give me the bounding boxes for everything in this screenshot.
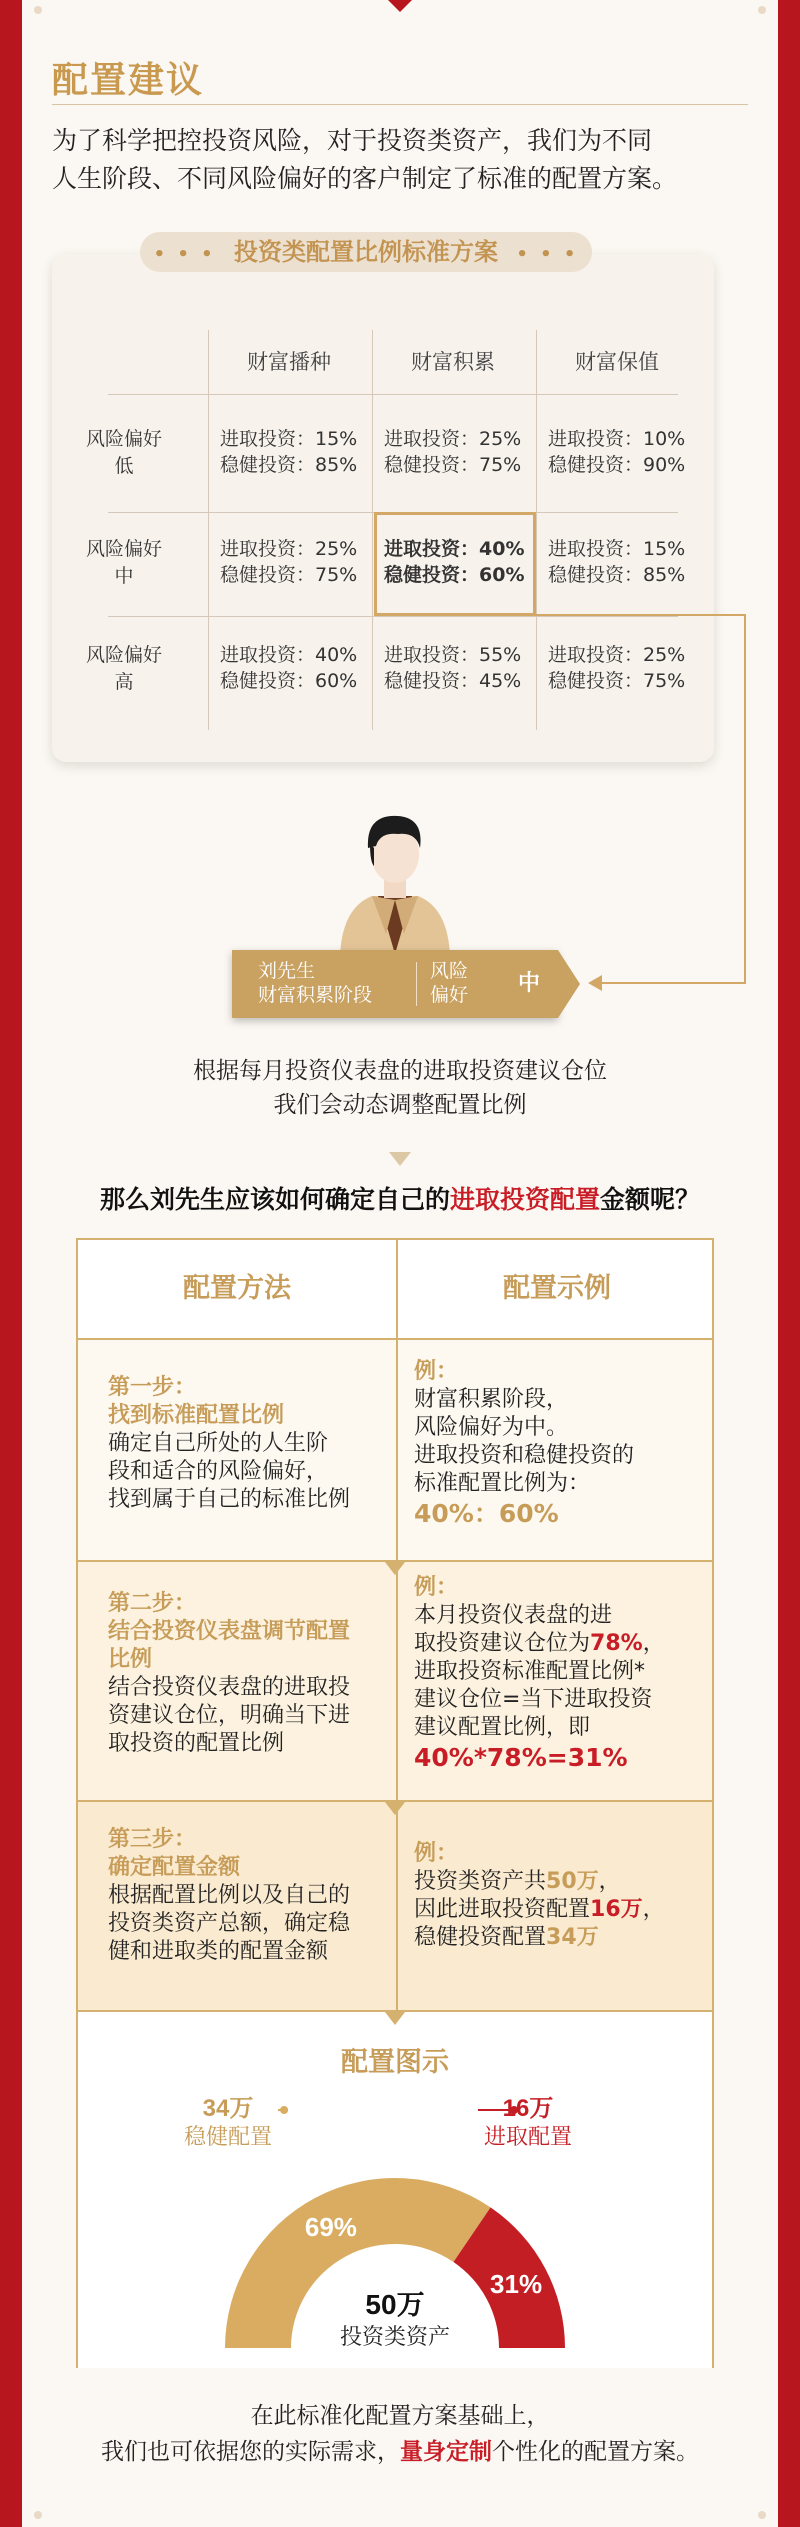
row-label	[74, 536, 174, 590]
cell-line: 进取投资：25%	[220, 538, 358, 560]
step-desc: 根据配置比例以及自己的	[108, 1883, 351, 1908]
example-text: ，	[642, 1631, 665, 1656]
step-arrow-icon	[385, 2012, 405, 2025]
column-header: 财富保值	[575, 350, 659, 374]
step-title: 第三步：	[108, 1827, 197, 1852]
row-label-line: 风险偏好	[85, 538, 162, 560]
example-formula: 40%*78%=31%	[414, 1743, 628, 1772]
slice-percent-label: 69%	[304, 2211, 357, 2242]
profile-risk	[430, 959, 468, 1007]
example-ratio: 40%：60%	[414, 1499, 559, 1528]
connector-line	[744, 614, 746, 984]
note-line: 我们会动态调整配置比例	[273, 1092, 527, 1118]
pin-dot	[34, 6, 42, 14]
example-line: 本月投资仪表盘的进	[414, 1603, 613, 1628]
example-value: 34万	[546, 1925, 599, 1950]
step3-example	[414, 1840, 704, 1952]
table-cell	[208, 642, 370, 694]
connector-line	[600, 982, 746, 984]
cell-line: 稳健投资：75%	[548, 670, 686, 692]
example-text: ，	[598, 1869, 621, 1894]
column-divider	[396, 1240, 398, 2010]
profile-stage: 财富积累阶段	[258, 984, 373, 1006]
cell-line: 进取投资：15%	[548, 538, 686, 560]
center-label: 投资类资产	[339, 2324, 451, 2349]
step-desc: 投资类资产总额，确定稳	[108, 1911, 351, 1936]
step2-example	[414, 1574, 704, 1774]
example-label: 例：	[414, 1575, 459, 1600]
step1-example	[414, 1358, 704, 1530]
note-line: 根据每月投资仪表盘的进取投资建议仓位	[193, 1058, 607, 1084]
step-arrow-icon	[385, 1562, 405, 1575]
decor-dots: • • •	[153, 244, 216, 265]
example-line: 财富积累阶段，	[414, 1387, 569, 1412]
step-desc: 找到属于自己的标准比例	[108, 1487, 351, 1512]
table-title-text: 投资类配置比例标准方案	[234, 238, 498, 266]
example-line: 风险偏好为中。	[414, 1415, 569, 1440]
row-label	[74, 426, 174, 480]
row-label-line: 低	[114, 455, 134, 477]
cell-line: 进取投资：10%	[548, 428, 686, 450]
cell-line: 稳健投资：90%	[548, 454, 686, 476]
column-header-example: 配置示例	[503, 1273, 611, 1304]
arrow-left-icon	[588, 975, 602, 991]
intro-text	[52, 122, 752, 198]
question-text: 那么刘先生应该如何确定自己的	[99, 1185, 450, 1214]
risk-level: 中	[517, 971, 540, 996]
example-line: 标准配置比例为：	[414, 1471, 591, 1496]
column-header: 财富积累	[411, 350, 495, 374]
intro-line: 为了科学把控投资风险，对于投资类资产，我们为不同	[52, 126, 653, 155]
table-cell	[372, 426, 534, 478]
connector-line	[530, 614, 744, 616]
example-line	[414, 1630, 704, 1658]
footer-text-part: 我们也可依据您的实际需求，	[101, 2439, 400, 2465]
step-arrow-icon	[385, 1802, 405, 1815]
allocation-chart	[78, 2066, 712, 2366]
example-label: 例：	[414, 1359, 459, 1384]
example-text: 投资类资产共	[414, 1869, 547, 1894]
slice-stable	[225, 2178, 491, 2348]
example-text: 因此进取投资配置	[414, 1897, 591, 1922]
highlight-box	[374, 512, 536, 616]
pin-dot	[758, 2511, 766, 2519]
step-desc: 段和适合的风险偏好，	[108, 1459, 329, 1484]
step-title: 比例	[108, 1647, 153, 1672]
table-divider	[108, 394, 678, 395]
example-value: 50万	[546, 1869, 599, 1894]
example-line	[414, 1924, 704, 1952]
table-cell	[208, 536, 370, 588]
cell-line: 进取投资：40%	[384, 538, 525, 560]
profile-identity	[258, 959, 372, 1007]
title-divider	[52, 104, 748, 105]
example-text: ，	[642, 1897, 665, 1922]
example-label: 例：	[414, 1841, 459, 1866]
intro-line: 人生阶段、不同风险偏好的客户制定了标准的配置方案。	[52, 164, 678, 193]
standard-table-title	[140, 232, 592, 272]
table-cell	[536, 642, 698, 694]
question-highlight: 进取投资配置	[449, 1185, 600, 1214]
slice-amount-label: 16万	[502, 2095, 554, 2122]
step-desc: 取投资的配置比例	[108, 1731, 285, 1756]
example-line	[414, 1896, 704, 1924]
column-header: 财富播种	[247, 350, 331, 374]
row-divider	[78, 1338, 712, 1340]
step-title: 第一步：	[108, 1375, 197, 1400]
question-heading	[22, 1180, 778, 1216]
chart-title: 配置图示	[341, 2047, 449, 2078]
step1-method	[108, 1374, 388, 1514]
row-label-line: 风险偏好	[85, 644, 162, 666]
adjust-note	[22, 1054, 778, 1122]
pin-dot	[34, 2511, 42, 2519]
step-desc: 结合投资仪表盘的进取投	[108, 1675, 351, 1700]
cell-line: 进取投资：15%	[220, 428, 358, 450]
step-title: 结合投资仪表盘调节配置	[108, 1619, 351, 1644]
footer-line: 在此标准化配置方案基础上，	[250, 2403, 550, 2429]
cell-line: 进取投资：55%	[384, 644, 522, 666]
row-label-line: 中	[114, 565, 134, 587]
steps-table	[76, 1238, 714, 2368]
step3-method	[108, 1826, 388, 1966]
example-line: 进取投资标准配置比例*	[414, 1659, 646, 1684]
step-desc: 资建议仓位，明确当下进	[108, 1703, 351, 1728]
left-frame	[0, 0, 22, 2527]
cell-line: 稳健投资：60%	[220, 670, 358, 692]
cell-line: 进取投资：40%	[220, 644, 358, 666]
column-header-method: 配置方法	[183, 1273, 291, 1304]
question-text: 金额呢？	[600, 1185, 701, 1214]
cell-line: 稳健投资：45%	[384, 670, 522, 692]
person-illustration	[320, 796, 470, 956]
page-title: 配置建议	[52, 60, 205, 101]
center-value: 50万	[365, 2289, 425, 2320]
table-cell	[536, 426, 698, 478]
step-title: 找到标准配置比例	[108, 1403, 285, 1428]
step-title: 第二步：	[108, 1591, 197, 1616]
profile-name: 刘先生	[258, 960, 316, 982]
slice-amount-label: 34万	[202, 2095, 254, 2122]
footer-line	[22, 2434, 778, 2470]
cell-line: 稳健投资：85%	[220, 454, 358, 476]
cell-line: 进取投资：25%	[384, 428, 522, 450]
table-divider	[108, 616, 678, 617]
footer-text-part: 个性化的配置方案。	[492, 2439, 699, 2465]
table-cell	[208, 426, 370, 478]
step-title: 确定配置金额	[108, 1855, 241, 1880]
cell-line: 稳健投资：85%	[548, 564, 686, 586]
pin-dot	[758, 6, 766, 14]
top-notch	[388, 0, 412, 12]
footer-text	[22, 2398, 778, 2470]
example-text: 稳健投资配置	[414, 1925, 547, 1950]
table-cell	[372, 642, 534, 694]
right-frame	[778, 0, 800, 2527]
footer-highlight: 量身定制	[400, 2439, 492, 2465]
leader-dot	[280, 2106, 288, 2114]
example-text: 取投资建议仓位为	[414, 1631, 591, 1656]
example-line: 建议配置比例，即	[414, 1715, 591, 1740]
slice-percent-label: 31%	[490, 2268, 543, 2299]
example-value: 16万	[590, 1897, 643, 1922]
badge-separator	[416, 962, 417, 1006]
slice-name-label: 稳健配置	[183, 2124, 273, 2149]
cell-line: 进取投资：25%	[548, 644, 686, 666]
example-line: 进取投资和稳健投资的	[414, 1443, 635, 1468]
slice-name-label: 进取配置	[483, 2124, 573, 2149]
profile-badge	[232, 950, 558, 1018]
example-line	[414, 1868, 704, 1896]
step-desc: 确定自己所处的人生阶	[108, 1431, 329, 1456]
cell-line: 稳健投资：60%	[384, 564, 525, 586]
cell-line: 稳健投资：75%	[220, 564, 358, 586]
step-desc: 健和进取类的配置金额	[108, 1939, 329, 1964]
row-label	[74, 642, 174, 696]
down-arrow-icon	[389, 1152, 411, 1166]
decor-dots: • • •	[516, 244, 579, 265]
badge-tail	[558, 950, 580, 1018]
table-cell	[536, 536, 698, 588]
risk-label-line: 偏好	[430, 984, 469, 1006]
row-label-line: 风险偏好	[85, 428, 162, 450]
risk-label-line: 风险	[430, 960, 469, 982]
example-line: 建议仓位=当下进取投资	[414, 1687, 653, 1712]
step2-method	[108, 1590, 388, 1758]
example-value: 78%	[590, 1631, 643, 1656]
cell-line: 稳健投资：75%	[384, 454, 522, 476]
row-label-line: 高	[114, 671, 134, 693]
